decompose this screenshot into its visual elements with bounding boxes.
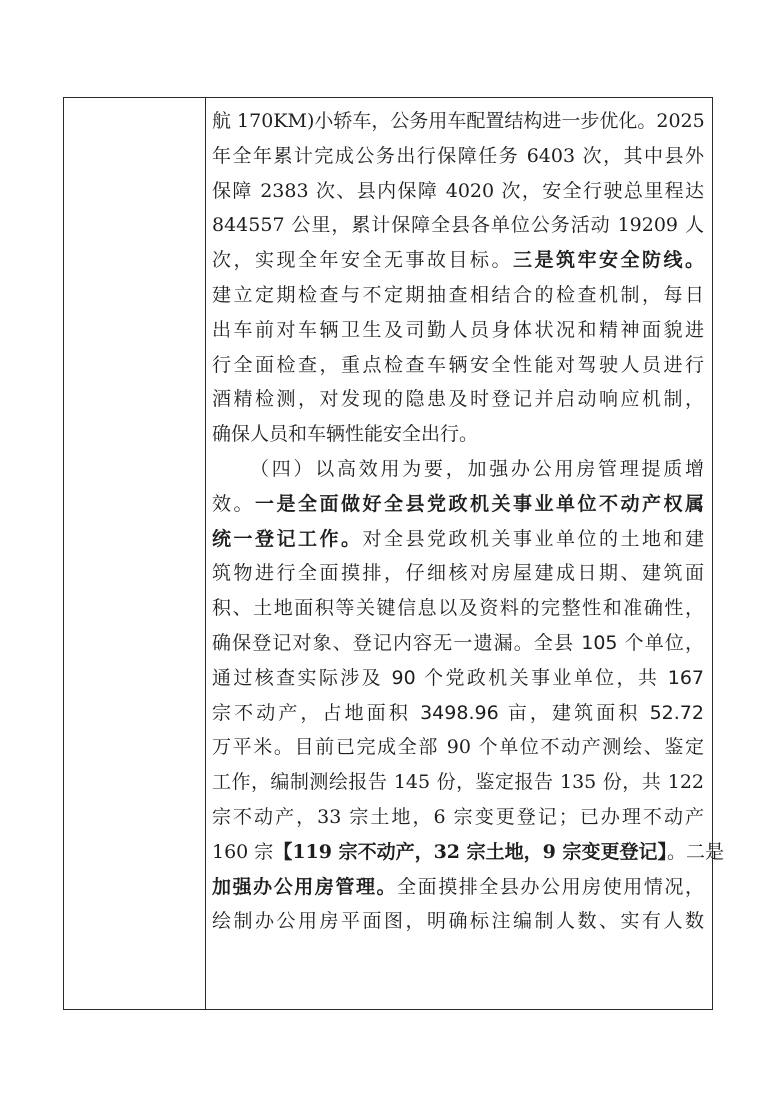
bold-text-run: 【119 宗不动产，32 宗土地，9 宗变更登记】: [273, 840, 667, 863]
body-text: [212, 104, 724, 939]
text-run: 通过核查实际涉及: [212, 666, 392, 689]
text-run: 航 170KM)小轿车，公务用车配置结构进一步优化。2025: [212, 110, 705, 132]
bold-text-run: 统一登记工作。: [212, 527, 363, 550]
text-run: 确保登记对象、登记内容无一遗漏。全县: [212, 631, 582, 654]
text-run: 160 宗: [212, 840, 274, 863]
text-line: [212, 487, 704, 522]
text-line: [212, 208, 704, 243]
text-line: [212, 835, 724, 870]
text-run: 对全县党政机关事业单位的土地和建: [362, 527, 704, 550]
text-run: 效。: [212, 492, 255, 515]
table-left-cell: [64, 98, 205, 1009]
text-line: [212, 696, 704, 731]
text-line: [212, 243, 704, 278]
text-run: 。二是: [666, 840, 724, 863]
text-line: [212, 313, 704, 348]
text-run: 工作，编制测绘报告 145 份，鉴定报告 135 份，共 122: [212, 771, 704, 794]
text-line: [212, 800, 704, 835]
bold-text-run: 加强办公用房管理。: [212, 875, 398, 898]
text-run: 个党政机关事业单位，共: [415, 666, 668, 689]
column-divider: [205, 97, 206, 1010]
text-run: （四）以高效用为要，加强办公用房管理提质增: [250, 457, 704, 480]
text-run: 宗不动产，33 宗土地，6 宗变更登记；已办理不动产: [212, 805, 704, 828]
text-run: 筑物进行全面摸排，仔细核对房屋建成日期、建筑面: [212, 562, 704, 585]
text-line: [212, 626, 704, 661]
text-run: 个单位，: [617, 631, 704, 654]
text-run: 年全年累计完成公务出行保障任务 6403 次，其中县外: [212, 144, 704, 167]
text-run: 酒精检测，对发现的隐患及时登记并启动响应机制，: [212, 388, 704, 411]
bold-text-run: 一是全面做好全县党政机关事业单位不动产权属: [255, 492, 704, 515]
text-line: [212, 661, 704, 696]
text-run: 行全面检查，重点检查车辆安全性能对驾驶人员进行: [212, 353, 704, 376]
text-line: [212, 870, 704, 905]
text-run: 出车前对车辆卫生及司勤人员身体状况和精神面貌进: [212, 318, 704, 341]
text-run: 105: [581, 631, 618, 654]
text-run: 90: [391, 666, 416, 689]
text-run: 绘制办公用房平面图，明确标注编制人数、实有人数: [212, 910, 704, 933]
text-line: [212, 591, 704, 626]
text-run: 3498.96: [420, 701, 499, 724]
text-line: [212, 452, 704, 487]
text-line: [212, 382, 704, 417]
text-line: [212, 417, 704, 452]
text-line: [212, 730, 704, 765]
text-line: [212, 904, 704, 939]
text-run: 建立定期检查与不定期抽查相结合的检查机制，每日: [212, 283, 704, 306]
text-line: [212, 348, 704, 383]
text-run: 保障 2383 次、县内保障 4020 次，安全行驶总里程达: [212, 179, 704, 202]
text-run: 844557 公里，累计保障全县各单位公务活动 19209 人: [212, 214, 704, 237]
text-line: [212, 278, 704, 313]
text-run: 167: [667, 666, 704, 689]
text-run: 确保人员和车辆性能安全出行。: [212, 423, 479, 446]
text-run: 次，实现全年安全无事故目标。: [212, 249, 513, 272]
text-run: 宗不动产，占地面积: [212, 701, 421, 724]
text-run: 52.72: [649, 701, 704, 724]
text-line: [212, 765, 704, 800]
bold-text-run: 三是筑牢安全防线。: [512, 249, 704, 272]
text-run: 全面摸排全县办公用房使用情况，: [397, 875, 704, 898]
text-line: [212, 556, 704, 591]
text-run: 万平米。目前已完成全部 90 个单位不动产测绘、鉴定: [212, 736, 704, 759]
text-line: [212, 139, 704, 174]
text-run: 积、土地面积等关键信息以及资料的完整性和准确性，: [212, 597, 704, 620]
text-run: 亩，建筑面积: [498, 701, 650, 724]
text-line: [212, 522, 704, 557]
text-line: [212, 174, 704, 209]
text-line: [212, 104, 704, 139]
